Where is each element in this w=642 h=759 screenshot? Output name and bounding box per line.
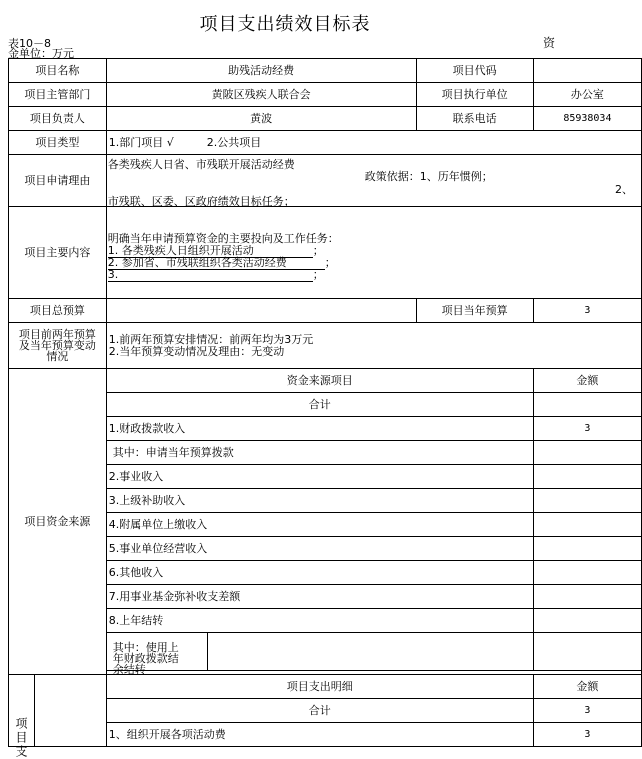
fund-item: 其中：申请当年预算拨款	[106, 441, 533, 465]
fund-total-value	[533, 393, 641, 417]
content-line-1: 明确当年申请预算资金的主要投向及工作任务：	[107, 232, 339, 245]
fund-item: 3.上级补助收入	[106, 489, 533, 513]
reason-line-4: 市残联、区委、区政府绩效目标任务；	[107, 195, 295, 208]
type-label: 项目类型	[9, 131, 107, 155]
carry-sub-amount	[533, 633, 641, 671]
exp-item-amount: 3	[533, 723, 641, 747]
fund-item: 5.事业单位经营收入	[106, 537, 533, 561]
fund-item-amount	[533, 561, 641, 585]
content-line-3: 2. 参加省、市残联组织各类活动经费 ；	[107, 256, 336, 269]
fund-total-label: 合计	[106, 393, 533, 417]
exp-total-value: 3	[533, 699, 641, 723]
carry-sub-blank	[208, 633, 533, 671]
reason-line-2: 政策依据：1、历年惯例；	[364, 170, 493, 183]
fund-header: 资金来源项目	[106, 369, 533, 393]
fund-item-amount: 3	[533, 417, 641, 441]
project-code-label: 项目代码	[416, 59, 533, 83]
reason-label: 项目申请理由	[9, 155, 107, 207]
exp-item: 1、组织开展各项活动费	[106, 723, 533, 747]
content-line-4: 3. ；	[107, 268, 324, 281]
total-budget-label: 项目总预算	[9, 299, 107, 323]
dept-value: 黄陂区残疾人联合会	[106, 83, 416, 107]
zi-label: 资	[543, 36, 556, 50]
phone-value: 85938034	[533, 107, 641, 131]
page-title: 项目支出绩效目标表	[199, 14, 371, 35]
fund-item-amount	[533, 513, 641, 537]
leader-label: 项目负责人	[9, 107, 107, 131]
fund-amount-header: 金额	[533, 369, 641, 393]
exp-amount-header: 金额	[533, 675, 641, 699]
content-line-2: 1. 各类残疾人日组织开展活动 ；	[107, 244, 324, 257]
fund-item: 6.其他收入	[106, 561, 533, 585]
fund-item-amount	[533, 465, 641, 489]
unit-label: 金单位：万元	[8, 47, 74, 60]
content-value	[106, 207, 641, 299]
prev-budget-line-2: 2.当年预算变动情况及理由：无变动	[108, 344, 285, 358]
exp-side-blank	[34, 675, 106, 747]
dept-label: 项目主管部门	[9, 83, 107, 107]
reason-value	[106, 155, 641, 207]
type-value	[106, 131, 641, 155]
fund-item-amount	[533, 609, 641, 633]
fund-item: 7.用事业基金弥补收支差额	[106, 585, 533, 609]
fund-item: 4.附属单位上缴收入	[106, 513, 533, 537]
type-option-public: 2.公共项目	[206, 135, 262, 149]
exec-unit-label: 项目执行单位	[416, 83, 533, 107]
prev-budget-line-1: 1.前两年预算安排情况：前两年均为3万元	[108, 332, 314, 346]
table-number: 表10－8	[8, 37, 51, 50]
prev-budget-label: 项目前两年预算 及当年预算变动 情况	[9, 323, 107, 369]
reason-line-3: 2、	[615, 183, 633, 196]
fund-item-amount	[533, 537, 641, 561]
fund-item-amount	[533, 489, 641, 513]
reason-line-1: 各类残疾人日省、市残联开展活动经费	[107, 158, 295, 171]
fund-item-amount	[533, 441, 641, 465]
fund-item: 2.事业收入	[106, 465, 533, 489]
type-option-dept: 1.部门项目 √	[108, 135, 174, 149]
year-budget-label: 项目当年预算	[416, 299, 533, 323]
exp-side-label: 项目支	[9, 675, 35, 747]
leader-value: 黄波	[106, 107, 416, 131]
fund-item: 8.上年结转	[106, 609, 533, 633]
fund-source-label: 项目资金来源	[9, 369, 107, 675]
phone-label: 联系电话	[416, 107, 533, 131]
project-name-label: 项目名称	[9, 59, 107, 83]
project-name-value: 助残活动经费	[106, 59, 416, 83]
performance-table	[8, 58, 642, 759]
carry-sub-label: 其中：使用上 年财政拨款结 余结转	[106, 633, 208, 671]
total-budget-value	[106, 299, 416, 323]
exp-total-label: 合计	[106, 699, 533, 723]
exec-unit-value: 办公室	[533, 83, 641, 107]
fund-item-amount	[533, 585, 641, 609]
exp-header: 项目支出明细	[106, 675, 533, 699]
year-budget-value: 3	[533, 299, 641, 323]
prev-budget-value	[106, 323, 641, 369]
content-label: 项目主要内容	[9, 207, 107, 299]
fund-item: 1.财政拨款收入	[106, 417, 533, 441]
project-code-value	[533, 59, 641, 83]
